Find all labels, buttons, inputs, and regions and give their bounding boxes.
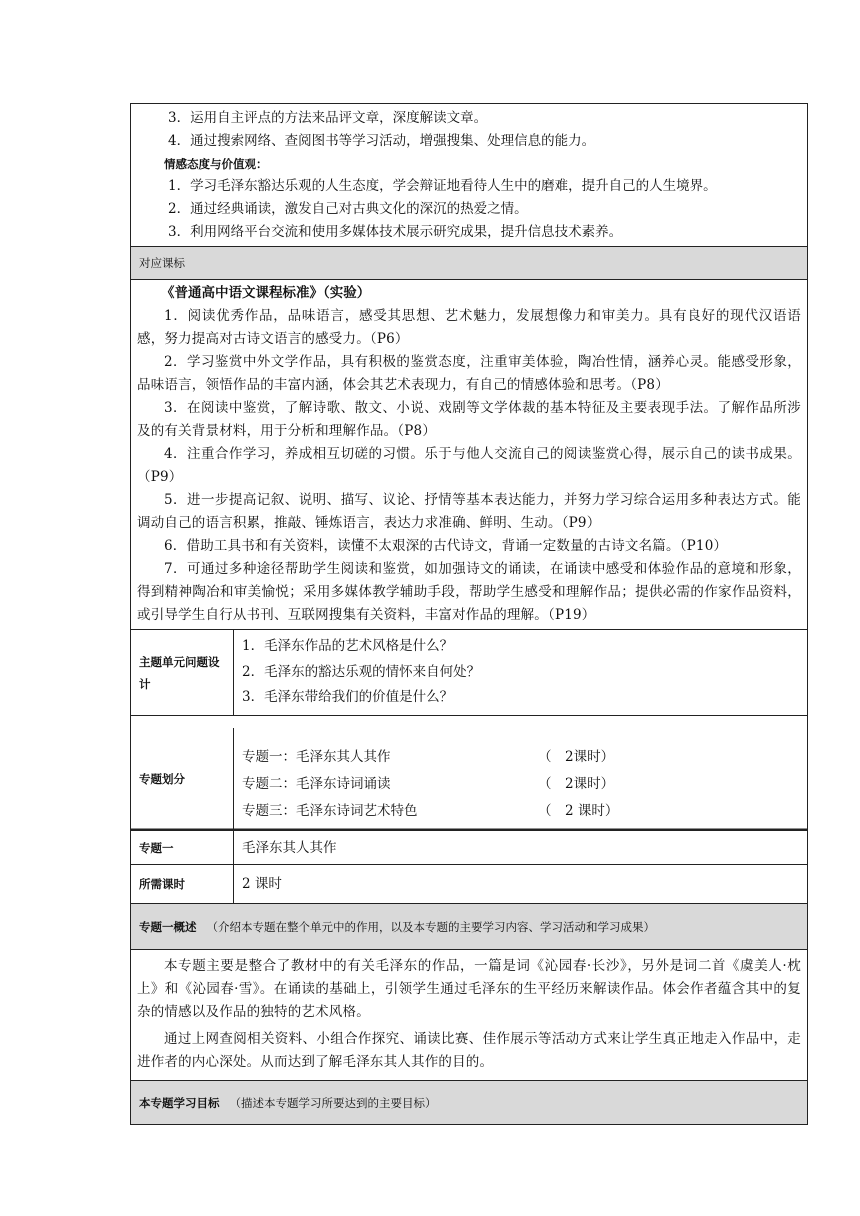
emotion-heading: 情感态度与价值观： (164, 157, 268, 171)
emotion-line: 2．通过经典诵读，激发自己对古典文化的深沉的热爱之情。 (168, 201, 528, 217)
topic-name: 专题二：毛泽东诗词诵读 (242, 776, 391, 792)
objective-line: 4．通过搜索网络、查阅图书等学习活动，增强搜集、处理信息的能力。 (168, 133, 596, 149)
topic-item (242, 744, 799, 771)
topic-one-label: 专题一 (131, 831, 234, 864)
question-item: 2．毛泽东的豁达乐观的情怀来自何处？ (242, 663, 481, 680)
objective-line: 3．运用自主评点的方法来品评文章，深度解读文章。 (168, 110, 488, 126)
goals-label: 本专题学习目标 (139, 1095, 220, 1110)
standards-title: 《普通高中语文课程标准》（实验） (161, 285, 371, 301)
standard-item: 2．学习鉴赏中外文学作品，具有积极的鉴赏态度，注重审美体验，陶冶性情，涵养心灵。能感受形象，品味语言，领悟作品的丰富内涵，体会其艺术表现力，有自己的情感体验和思考。（P8） (137, 354, 801, 393)
emotion-line: 1．学习毛泽东豁达乐观的人生态度，学会辩证地看待人生中的磨难，提升自己的人生境界。 (168, 178, 717, 194)
topics-label: 专题划分 (131, 728, 234, 830)
hours-row (131, 865, 807, 904)
topic-hours: （ 2 课时） (538, 803, 619, 819)
overview-paragraph: 本专题主要是整合了教材中的有关毛泽东的作品，一篇是词《沁园春·长沙》，另外是词二首《虞美人·枕上》和《沁园春·雪》。在诵读的基础上，引领学生通过毛泽东的生平经历来解读作品。体会作者蕴含其中的复杂的情感以及作品的独特的艺术风格。 (137, 958, 801, 1020)
topics-list (234, 728, 807, 830)
questions-list (234, 630, 807, 715)
goals-note: （描述本专题学习所要达到的主要目标） (229, 1095, 437, 1110)
overview-note: （介绍本专题在整个单元中的作用，以及本专题的主要学习内容、学习活动和学习成果） (206, 919, 655, 934)
question-item: 3．毛泽东带给我们的价值是什么？ (242, 689, 454, 705)
overview-content (131, 950, 807, 1081)
topic-one-value: 毛泽东其人其作 (242, 840, 337, 856)
goals-header (131, 1081, 807, 1124)
standards-header (131, 247, 807, 280)
standard-item: 3．在阅读中鉴赏，了解诗歌、散文、小说、戏剧等文学体裁的基本特征及主要表现手法。了解作品所涉及的有关背景材料，用于分析和理解作品。（P8） (137, 400, 801, 439)
topic-item (242, 771, 799, 798)
hours-label: 所需课时 (131, 865, 234, 903)
goals-header-text (139, 1095, 437, 1111)
standard-item: 7．可通过多种途径帮助学生阅读和鉴赏，如加强诗文的诵读，在诵读中感受和体验作品的意境和形象，得到精神陶冶和审美愉悦；采用多媒体教学辅助手段，帮助学生感受和理解作品；提供必需的作家作品资料，或引导学生自行从书刊、互联网搜集有关资料，丰富对作品的理解。（P19） (137, 561, 801, 623)
emotion-line: 3．利用网络平台交流和使用多媒体技术展示研究成果，提升信息技术素养。 (168, 224, 623, 240)
questions-label-text: 主题单元问题设计 (139, 654, 220, 691)
standard-item: 6．借助工具书和有关资料，读懂不太艰深的古代诗文，背诵一定数量的古诗文名篇。（P10） (164, 538, 728, 554)
topic-one-row (131, 831, 807, 865)
standard-item: 4．注重合作学习，养成相互切磋的习惯。乐于与他人交流自己的阅读鉴赏心得，展示自己的读书成果。（P9） (137, 446, 801, 485)
questions-label (131, 630, 234, 715)
overview-header-text (139, 919, 655, 935)
standards-content (131, 280, 807, 630)
overview-label: 专题一概述 (139, 919, 197, 934)
topic-name: 专题一：毛泽东其人其作 (242, 749, 391, 765)
topic-hours: （ 2课时） (538, 749, 615, 765)
overview-paragraph: 通过上网查阅相关资料、小组合作探究、诵读比赛、佳作展示等活动方式来让学生真正地走入作品中，走进作者的内心深处。从而达到了解毛泽东其人其作的目的。 (137, 1031, 801, 1070)
topic-name: 专题三：毛泽东诗词艺术特色 (242, 803, 418, 819)
standards-label: 对应课标 (139, 256, 185, 270)
topic-hours: （ 2课时） (538, 776, 615, 792)
question-item: 1．毛泽东作品的艺术风格是什么？ (242, 638, 454, 654)
questions-row (131, 630, 807, 716)
lesson-plan-table (130, 103, 808, 1125)
overview-header (131, 904, 807, 950)
standard-item: 5．进一步提高记叙、说明、描写、议论、抒情等基本表达能力，并努力学习综合运用多种表达方式。能调动自己的语言积累，推敲、锤炼语言，表达力求准确、鲜明、生动。（P9） (137, 492, 801, 531)
topic-item (242, 798, 799, 825)
objectives-section (131, 104, 807, 247)
hours-value: 2 课时 (242, 876, 282, 892)
topics-row (131, 716, 807, 831)
standard-item: 1．阅读优秀作品，品味语言，感受其思想、艺术魅力，发展想像力和审美力。具有良好的现代汉语语感，努力提高对古诗文语言的感受力。（P6） (137, 308, 801, 347)
